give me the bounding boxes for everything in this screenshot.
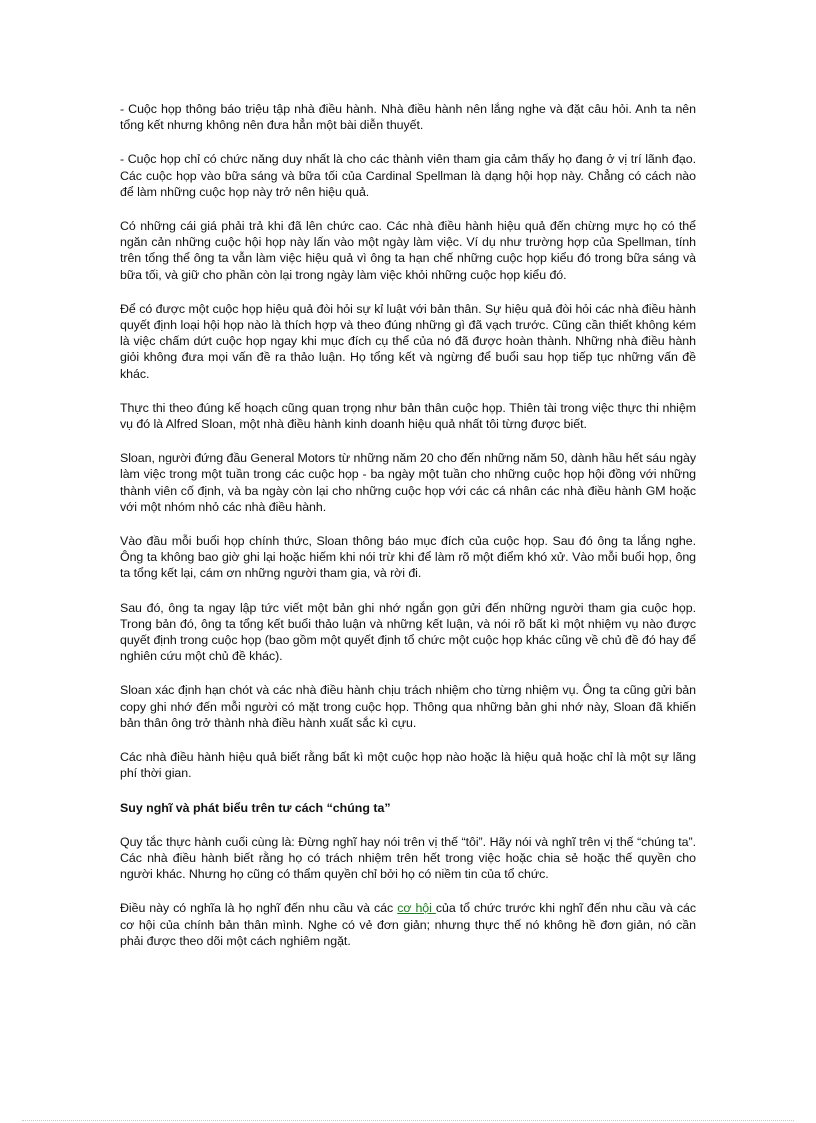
- paragraph-4: Để có được một cuộc họp hiệu quả đòi hỏi sự kỉ luật với bản thân. Sự hiệu quả đòi hỏi các nhà điều hành quyết định loại hội họp nào là thích hợp và theo đúng những gì đã vạch trước. Cũng cần thiết không kém là việc chấm dứt cuộc họp ngay khi mục đích cụ thể của nó đã được hoàn thành. Những nhà điều hành giỏi không đưa mọi vấn đề ra thảo luận. Họ tổng kết và ngừng để buổi sau họp tiếp tục những vấn đề khác.: [120, 301, 696, 381]
- paragraph-3: Có những cái giá phải trả khi đã lên chức cao. Các nhà điều hành hiệu quả đến chừng mực họ có thể ngăn cản những cuộc hội họp này lấn vào một ngày làm việc. Ví dụ như trường hợp của Spellman, tính trên tổng thể ông ta vẫn làm việc hiệu quả vì ông ta hạn chế những cuộc họp kiểu đó trong bữa sáng và bữa tối, và giữ cho phần còn lại trong ngày làm việc khỏi những cuộc họp kiểu đó.: [120, 219, 696, 282]
- paragraph-8: Sau đó, ông ta ngay lập tức viết một bản ghi nhớ ngắn gọn gửi đến những người tham gia cuộc họp. Trong bản đó, ông ta tổng kết buổi thảo luận và những kết luận, và nói rõ bất kì một nhiệm vụ nào được quyết định trong cuộc họp (bao gồm một quyết định tổ chức một cuộc họp khác cũng về chủ đề đó hay để nghiên cứu một chủ đề khác).: [120, 600, 696, 664]
- paragraph-12-text-start: Điều này có nghĩa là họ nghĩ đến nhu cầu và các: [120, 901, 398, 916]
- paragraph-9: Sloan xác định hạn chót và các nhà điều hành chịu trách nhiệm cho từng nhiệm vụ. Ông ta cũng gửi bản copy ghi nhớ đến mỗi người có mặt trong cuộc họp. Thông qua những bản ghi nhớ này, Sloan đã khiến bản thân ông trở thành nhà điều hành xuất sắc kì cựu.: [120, 683, 696, 730]
- paragraph-12: [120, 900, 696, 949]
- paragraph-11: Quy tắc thực hành cuối cùng là: Đừng nghĩ hay nói trên vị thế “tôi”. Hãy nói và nghĩ trên vị thế “chúng ta”. Các nhà điều hành biết rằng họ có trách nhiệm trên hết trong việc hoặc chia sẻ hoặc thế quyền cho người khác. Nhưng họ cũng có thẩm quyền chỉ bởi họ có niềm tin của tổ chức.: [120, 834, 696, 882]
- paragraph-10: Các nhà điều hành hiệu quả biết rằng bất kì một cuộc họp nào hoặc là hiệu quả hoặc chỉ là một sự lãng phí thời gian.: [120, 750, 696, 781]
- opportunity-link[interactable]: cơ hội: [397, 901, 436, 916]
- paragraph-7: Vào đầu mỗi buổi họp chính thức, Sloan thông báo mục đích của cuộc họp. Sau đó ông ta lắng nghe. Ông ta không bao giờ ghi lại hoặc hiếm khi nói trừ khi để làm rõ một điểm khó xử. Vào mỗi buổi họp, ông ta tổng kết lại, cám ơn những người tham gia, và rời đi.: [120, 534, 696, 581]
- page-bottom-divider: [22, 1120, 794, 1121]
- paragraph-1: - Cuộc họp thông báo triệu tập nhà điều hành. Nhà điều hành nên lắng nghe và đặt câu hỏi. Anh ta nên tổng kết nhưng không nên đưa hẳn một bài diễn thuyết.: [120, 102, 696, 133]
- paragraph-2: - Cuộc họp chỉ có chức năng duy nhất là cho các thành viên tham gia cảm thấy họ đang ở vị trí lãnh đạo. Các cuộc họp vào bữa sáng và bữa tối của Cardinal Spellman là dạng hội họp này. Chẳng có cách nào để làm những cuộc họp này trở nên hiệu quả.: [120, 152, 696, 199]
- section-heading: Suy nghĩ và phát biểu trên tư cách “chúng ta”: [120, 800, 391, 815]
- paragraph-6: Sloan, người đứng đầu General Motors từ những năm 20 cho đến những năm 50, dành hầu hết sáu ngày làm việc trong một tuần trong các cuộc họp - ba ngày một tuần cho những cuộc họp hội đồng với những thành viên cố định, và ba ngày còn lại cho những cuộc họp với các cá nhân các nhà điều hành GM hoặc với một nhóm nhỏ các nhà điều hành.: [120, 451, 696, 514]
- paragraph-12-text-end: của tổ chức trước khi nghĩ đến nhu cầu và các cơ hội của chính bản thân mình. Nghe có vẻ đơn giản; nhưng thực thế nó không hề đơn giản, nó cần phải được theo dõi một cách nghiêm ngặt.: [120, 901, 696, 948]
- document-body: [120, 101, 696, 967]
- paragraph-5: Thực thi theo đúng kế hoạch cũng quan trọng như bản thân cuộc họp. Thiên tài trong việc thực thi nhiệm vụ đó là Alfred Sloan, một nhà điều hành kinh doanh hiệu quả nhất tôi từng được biết.: [120, 400, 696, 432]
